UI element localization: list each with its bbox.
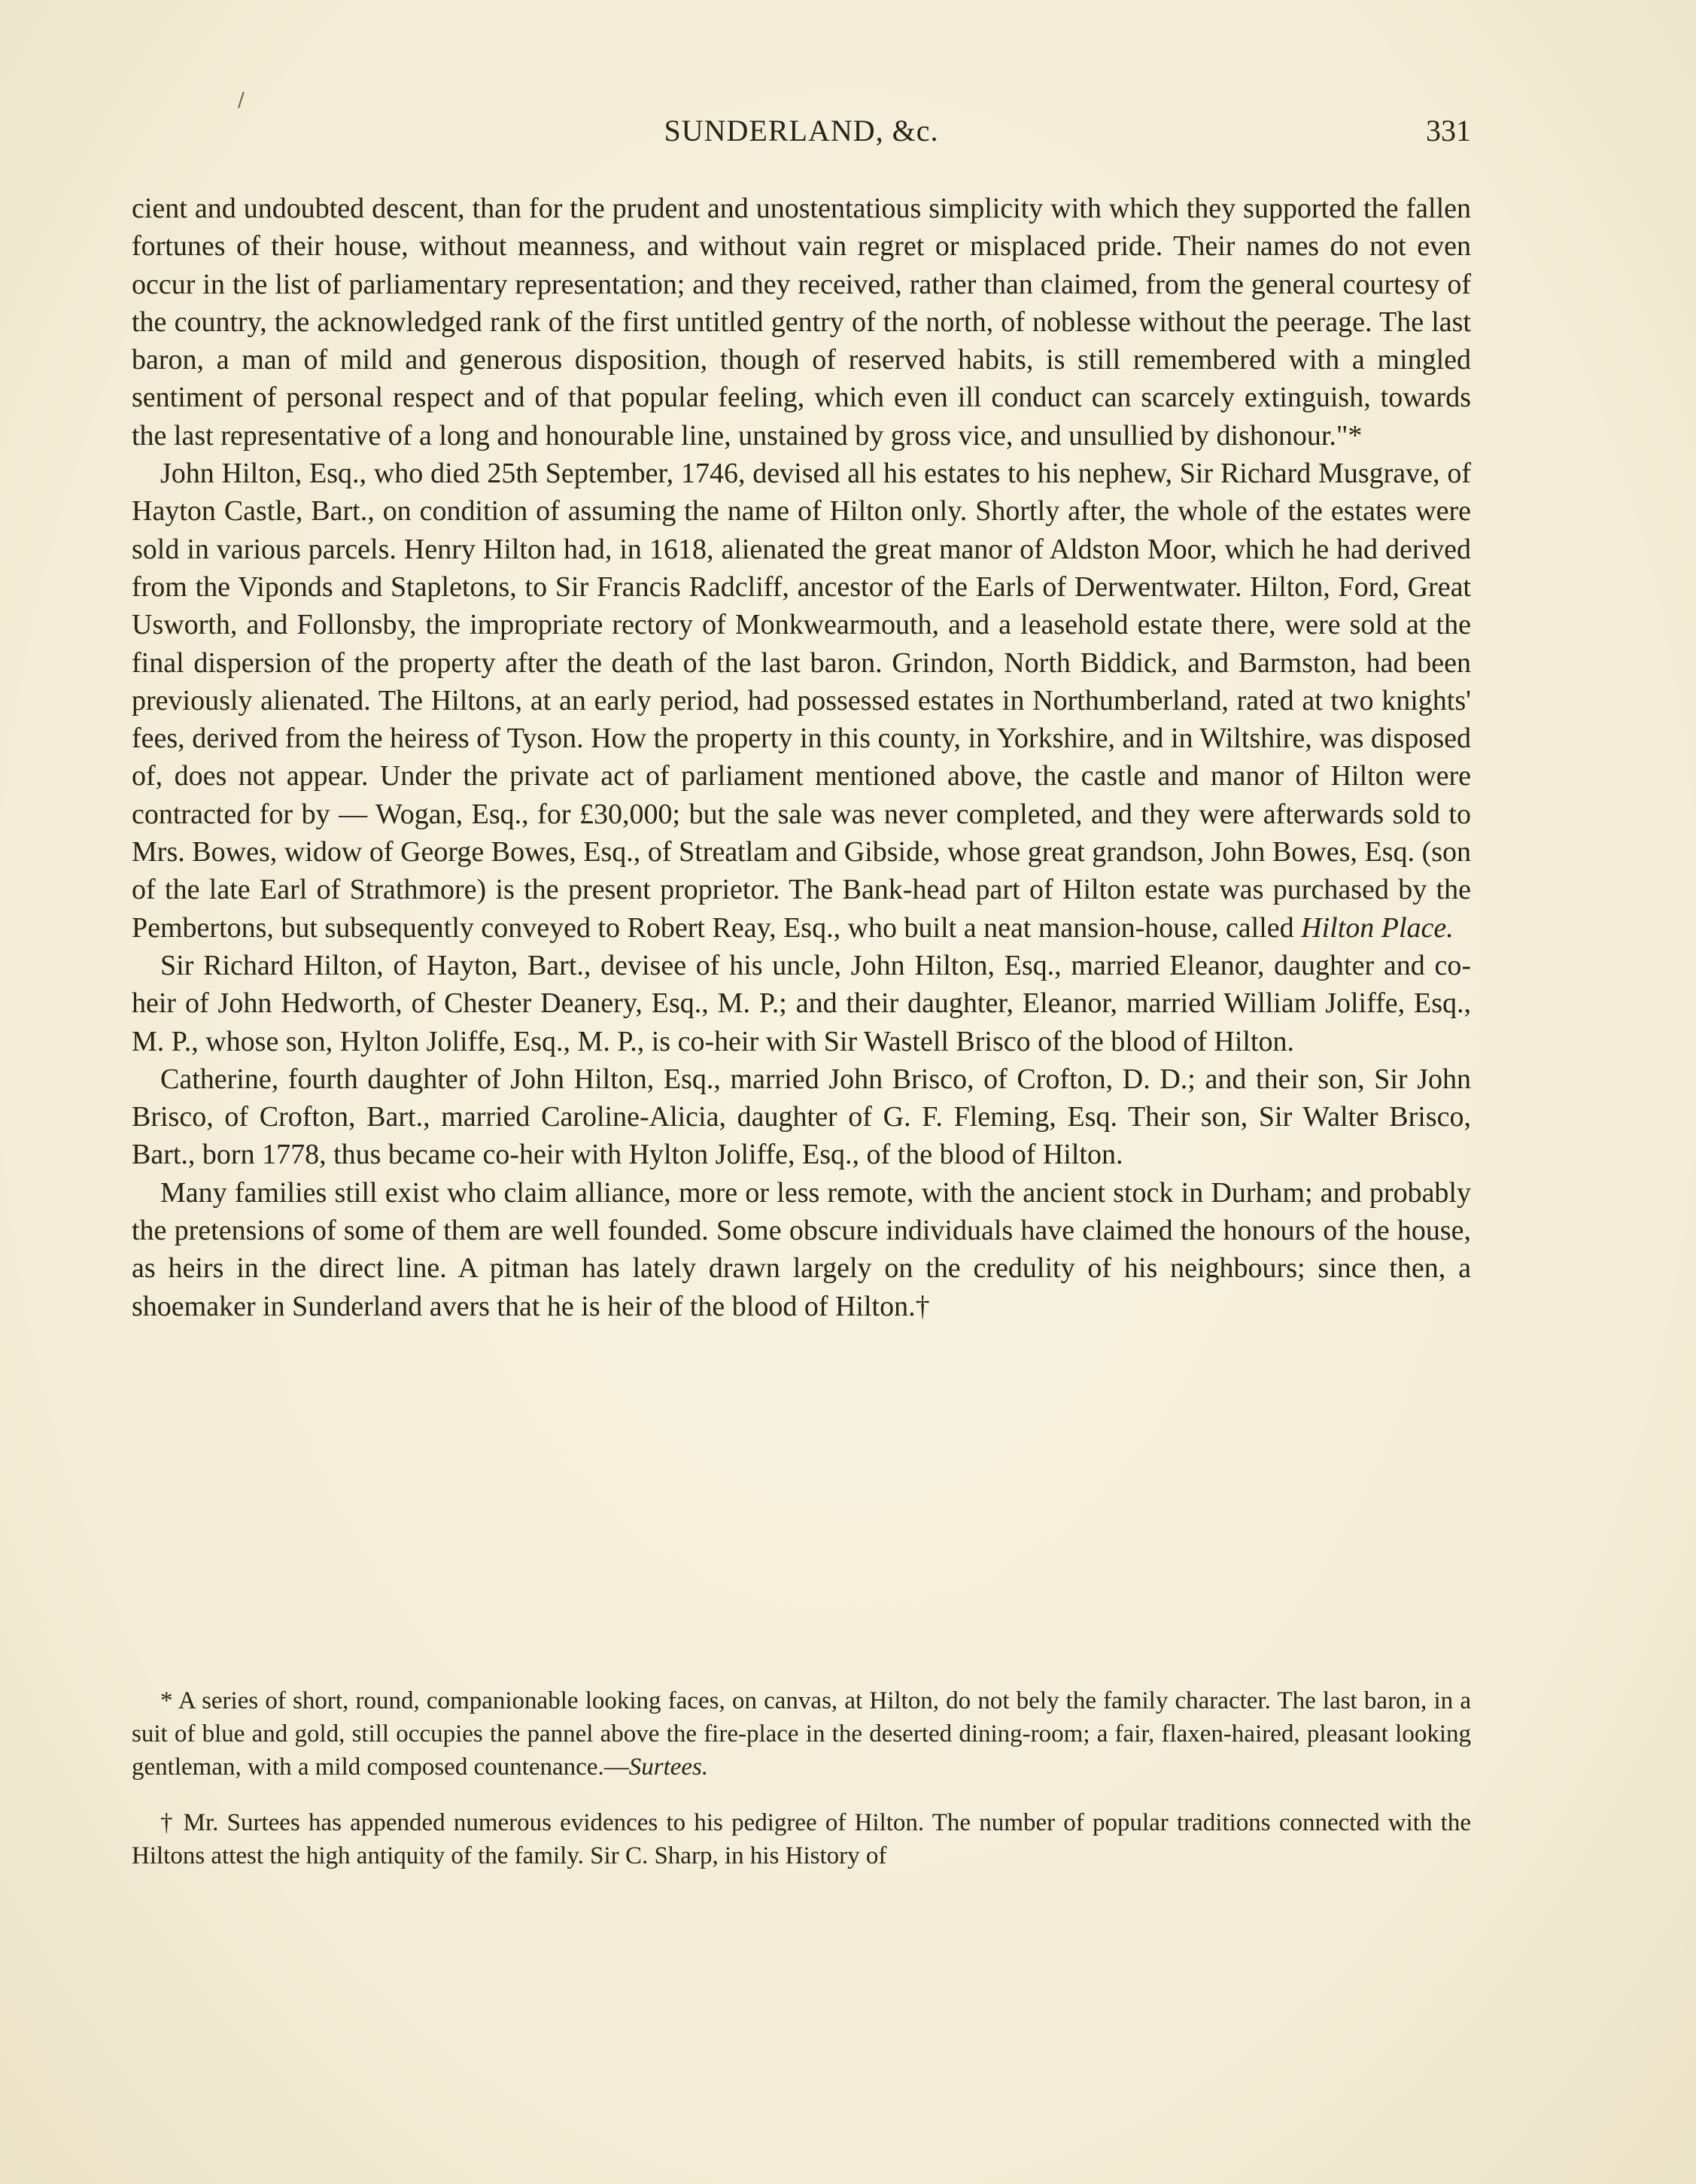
paragraph-4: Catherine, fourth daughter of John Hilton, Esq., married John Brisco, of Crofton, D. D.; and their son, Sir John Brisco, of Crofton, Bart., married Caroline-Alicia, daughter of G. F. Fleming, Esq. Their son, Sir Walter Brisco, Bart., born 1778, thus became co-heir with Hylton Joliffe, Esq., of the blood of Hilton.: [132, 1063, 1471, 1171]
paragraph-2: [132, 455, 1471, 947]
footnote-2: † Mr. Surtees has appended numerous evidences to his pedigree of Hilton. The number of popular traditions connected with the Hiltons attest the high antiquity of the family. Sir C. Sharp, in his History of: [132, 1809, 1471, 1869]
footnote-1: [132, 1684, 1471, 1784]
paragraph-2-text: John Hilton, Esq., who died 25th September, 1746, devised all his estates to his nephew, Sir Richard Musgrave, of Hayton Castle, Bart., on condition of assuming the name of Hilton only. Shortly after, the whole of the estates were sold in various parcels. Henry Hilton had, in 1618, alienated the great manor of Aldston Moor, which he had derived from the Viponds and Stapletons, to Sir Francis Radcliff, ancestor of the Earls of Derwentwater. Hilton, Ford, Great Usworth, and Follonsby, the impropriate rectory of Monkwearmouth, and a leasehold estate there, were sold at the final dispersion of the property after the death of the last baron. Grindon, North Biddick, and Barmston, had been previously alienated. The Hiltons, at an early period, had possessed estates in Northumberland, rated at two knights' fees, derived from the heiress of Tyson. How the property in this county, in Yorkshire, and in Wiltshire, was disposed of, does not appear. Under the private act of parliament mentioned above, the castle and manor of Hilton were contracted for by — Wogan, Esq., for £30,000; but the sale was never completed, and they were afterwards sold to Mrs. Bowes, widow of George Bowes, Esq., of Streatlam and Gibside, whose great grandson, John Bowes, Esq. (son of the late Earl of Strathmore) is the present proprietor. The Bank-head part of Hilton estate was purchased by the Pembertons, but subsequently conveyed to Robert Reay, Esq., who built a neat mansion-house, called: [132, 458, 1471, 944]
paragraph-3: Sir Richard Hilton, of Hayton, Bart., devisee of his uncle, John Hilton, Esq., married Eleanor, daughter and co-heir of John Hedworth, of Chester Deanery, Esq., M. P.; and their daughter, Eleanor, married William Joliffe, Esq., M. P., whose son, Hylton Joliffe, Esq., M. P., is co-heir with Sir Wastell Brisco of the blood of Hilton.: [132, 949, 1471, 1057]
page-number: 331: [1426, 114, 1471, 148]
page-header: [132, 113, 1471, 166]
ink-speck: /: [238, 89, 245, 111]
footnote-1-text: * A series of short, round, companionable looking faces, on canvas, at Hilton, do not bely the family character. The last baron, in a suit of blue and gold, still occupies the pannel above the fire-place in the deserted dining-room; a fair, flaxen-haired, pleasant looking gentleman, with a mild composed countenance.—: [132, 1687, 1471, 1781]
footnote-1-source: Surtees.: [628, 1754, 709, 1781]
footnotes: [132, 1684, 1471, 1895]
hilton-place-italic: Hilton Place.: [1301, 911, 1454, 944]
paragraph-5: Many families still exist who claim alliance, more or less remote, with the ancient stock in Durham; and probably the pretensions of some of them are well founded. Some obscure individuals have claimed the honours of the house, as heirs in the direct line. A pitman has lately drawn largely on the credulity of his neighbours; since then, a shoemaker in Sunderland avers that he is heir of the blood of Hilton.†: [132, 1176, 1471, 1322]
body-text: [132, 190, 1471, 1325]
running-title: SUNDERLAND, &c.: [664, 114, 939, 148]
paragraph-1: cient and undoubted descent, than for the prudent and unostentatious simplicity with which they supported the fallen fortunes of their house, without meanness, and without vain regret or misplaced pride. Their names do not even occur in the list of parliamentary representation; and they received, rather than claimed, from the general courtesy of the country, the acknowledged rank of the first untitled gentry of the north, of noblesse without the peerage. The last baron, a man of mild and generous disposition, though of reserved habits, is still remembered with a mingled sentiment of personal respect and of that popular feeling, which even ill conduct can scarcely extinguish, towards the last representative of a long and honourable line, unstained by gross vice, and unsullied by dishonour."*: [132, 193, 1471, 452]
